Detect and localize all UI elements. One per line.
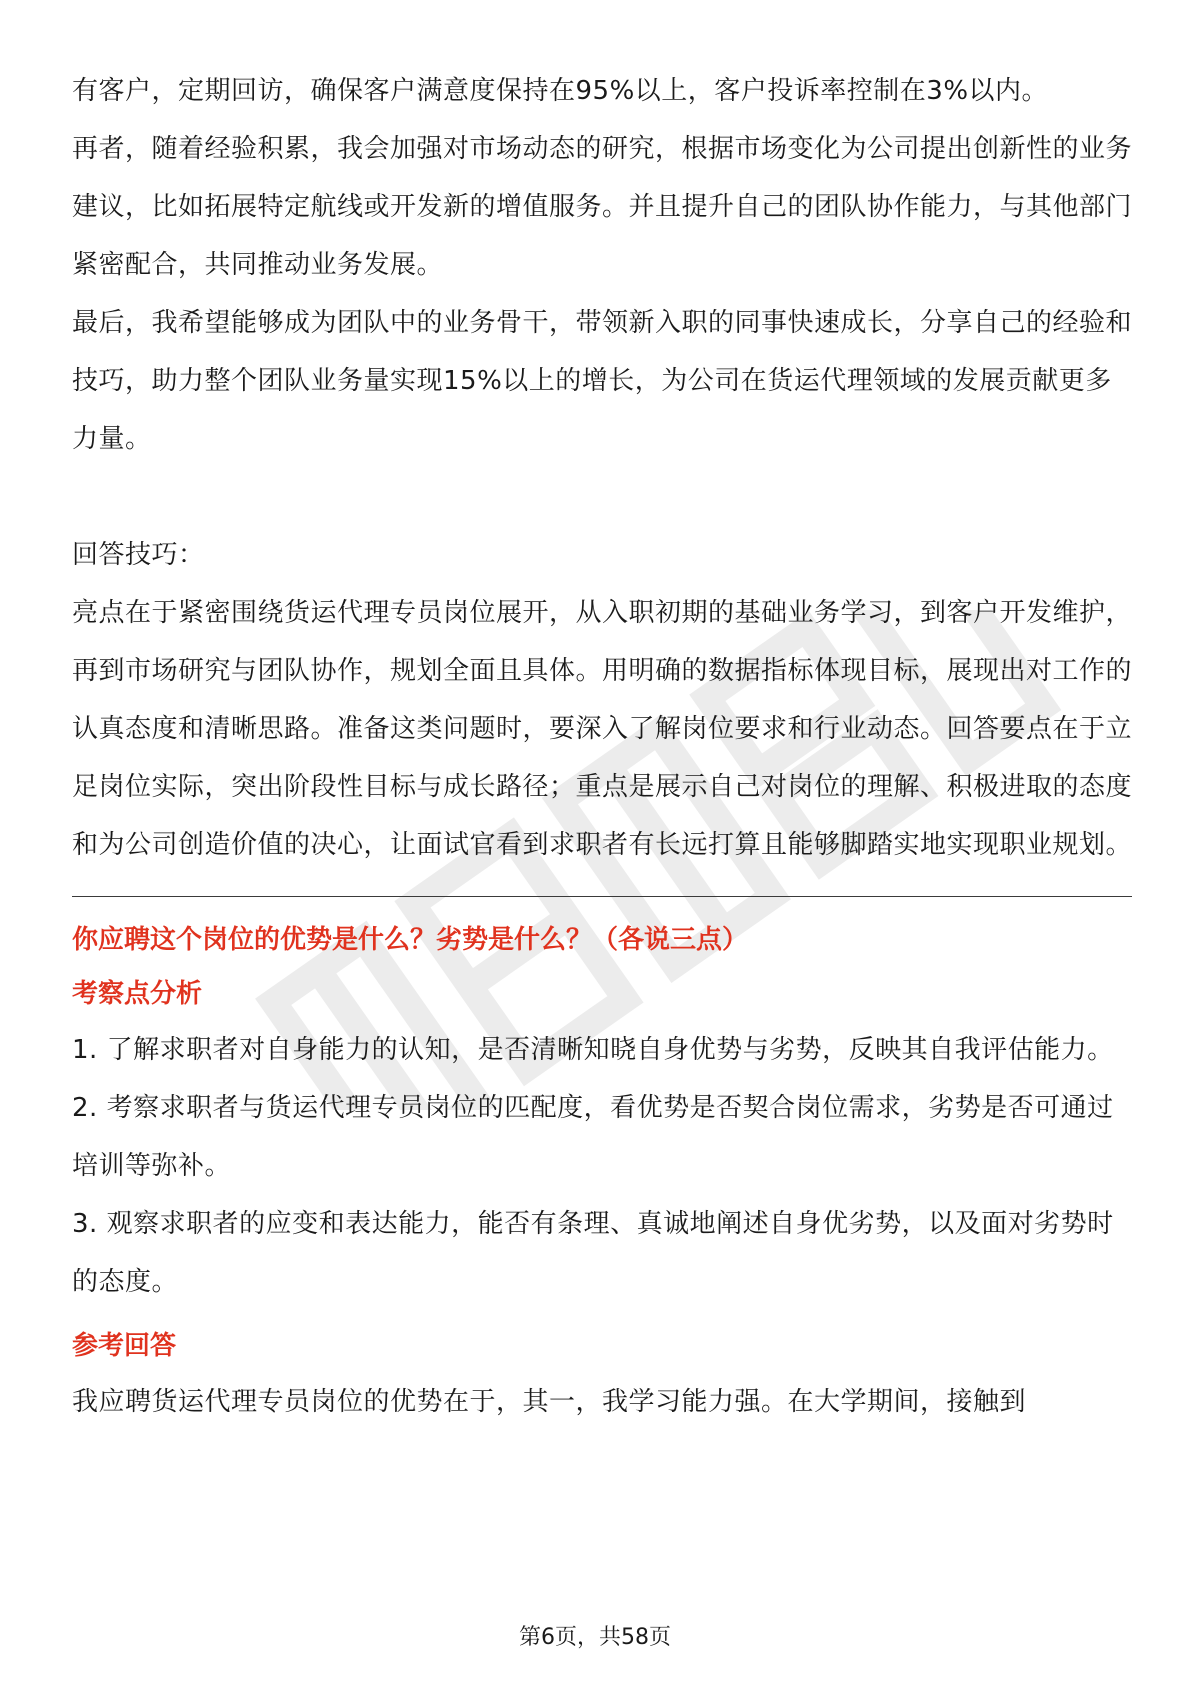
question-title: 你应聘这个岗位的优势是什么？劣势是什么？（各说三点） [72,925,749,955]
body-paragraph: 再者，随着经验积累，我会加强对市场动态的研究，根据市场变化为公司提出创新性的业务建议，比如拓展特定航线或开发新的增值服务。并且提升自己的团队协作能力，与其他部门紧密配合，共同推动业务发展。 [72,134,1133,280]
page-content [72,62,1132,1431]
body-paragraph: 最后，我希望能够成为团队中的业务骨干，带领新入职的同事快速成长，分享自己的经验和技巧，助力整个团队业务量实现15%以上的增长，为公司在货运代理领域的发展贡献更多力量。 [72,308,1133,454]
answer-heading: 参考回答 [72,1331,177,1361]
section-divider [72,896,1132,897]
page-footer: 第6页，共58页 [519,1625,671,1650]
analysis-item: 3. 观察求职者的应变和表达能力，能否有条理、真诚地阐述自身优劣势，以及面对劣势时的态度。 [72,1209,1114,1297]
analysis-heading: 考察点分析 [72,979,203,1009]
tips-text: 亮点在于紧密围绕货运代理专员岗位展开，从入职初期的基础业务学习，到客户开发维护，再到市场研究与团队协作，规划全面且具体。用明确的数据指标体现目标，展现出对工作的认真态度和清晰思路。准备这类问题时，要深入了解岗位要求和行业动态。回答要点在于立足岗位实际，突出阶段性目标与成长路径；重点是展示自己对岗位的理解、积极进取的态度和为公司创造价值的决心，让面试官看到求职者有长远打算且能够脚踏实地实现职业规划。 [72,598,1133,860]
tips-heading: 回答技巧： [72,540,205,570]
answer-text: 我应聘货运代理专员岗位的优势在于，其一，我学习能力强。在大学期间，接触到 [72,1387,1027,1417]
body-paragraph: 有客户，定期回访，确保客户满意度保持在95%以上，客户投诉率控制在3%以内。 [72,76,1049,106]
analysis-item: 2. 考察求职者与货运代理专员岗位的匹配度，看优势是否契合岗位需求，劣势是否可通过培训等弥补。 [72,1093,1114,1181]
spacer [72,468,1132,526]
analysis-item: 1. 了解求职者对自身能力的认知，是否清晰知晓自身优势与劣势，反映其自我评估能力。 [72,1035,1114,1065]
